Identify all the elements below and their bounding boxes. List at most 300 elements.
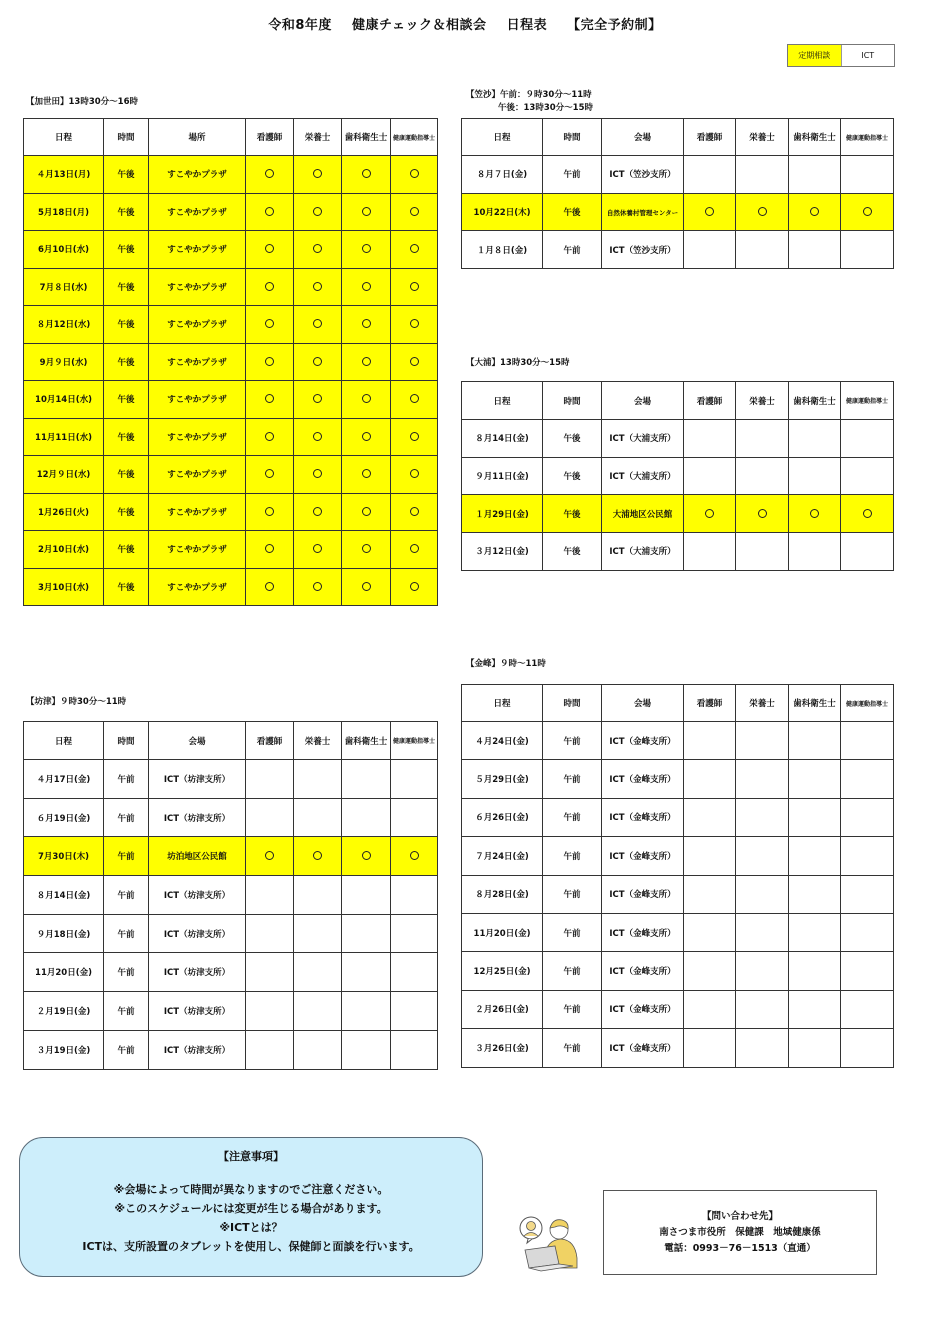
cell-venue: 坊泊地区公民館 [149,837,246,876]
cell-exercise-instructor [841,231,894,269]
cell-dietitian [736,913,789,951]
available-circle-icon [265,282,274,291]
cell-nurse [246,306,294,344]
cell-exercise-instructor [841,990,894,1028]
available-circle-icon [265,207,274,216]
table-row [462,193,894,231]
table-row [462,875,894,913]
notes-line: ※ICTとは？ [219,1221,283,1234]
table-row [24,418,438,456]
cell-nurse [246,456,294,494]
cell-time: 午前 [543,760,602,798]
column-header-exercise-instructor: 健康運動指導士 [841,685,894,722]
cell-dietitian [294,531,342,569]
cell-dental-hygienist [789,156,841,194]
cell-date: 6月10日(水) [24,231,104,269]
table-row [462,533,894,571]
available-circle-icon [362,507,371,516]
available-circle-icon [313,851,322,860]
kaseda-caption: 【加世田】13時30分～16時 [26,97,138,107]
cell-date: ５月29日(金) [462,760,543,798]
column-header-time: 時間 [543,382,602,420]
cell-nurse [684,875,736,913]
cell-dental-hygienist [789,420,841,458]
cell-dietitian [736,420,789,458]
column-header-nurse: 看護師 [684,685,736,722]
column-header-dietitian: 栄養士 [294,119,342,156]
cell-time: 午前 [104,760,149,799]
cell-exercise-instructor [391,568,438,606]
cell-exercise-instructor [391,914,438,953]
column-header-dental-hygienist: 歯科衛生士 [789,382,841,420]
available-circle-icon [265,394,274,403]
cell-time: 午前 [104,953,149,992]
cell-dental-hygienist [342,798,391,837]
kinpo-caption: 【金峰】９時～11時 [466,659,546,669]
cell-exercise-instructor [391,1030,438,1069]
cell-venue: ICT（坊津支所） [149,1030,246,1069]
column-header-date: 日程 [462,382,543,420]
available-circle-icon [362,319,371,328]
cell-date: ９月18日(金) [24,914,104,953]
cell-exercise-instructor [841,156,894,194]
cell-dietitian [294,798,342,837]
cell-dental-hygienist [789,875,841,913]
column-header-dietitian: 栄養士 [736,119,789,156]
cell-date: 11月11日(水) [24,418,104,456]
cell-venue: ICT（笠沙支所） [602,231,684,269]
cell-venue: ICT（坊津支所） [149,953,246,992]
cell-nurse [246,914,294,953]
available-circle-icon [265,544,274,553]
cell-dental-hygienist [789,231,841,269]
cell-dietitian [736,837,789,875]
column-header-dental-hygienist: 歯科衛生士 [342,119,391,156]
cell-venue: ICT（大浦支所） [602,420,684,458]
cell-venue: すこやかプラザ [149,156,246,194]
cell-time: 午前 [543,837,602,875]
cell-time: 午前 [104,837,149,876]
table-row [24,343,438,381]
cell-date: ７月24日(金) [462,837,543,875]
cell-nurse [684,193,736,231]
cell-dietitian [294,568,342,606]
contact-org: 南さつま市役所 保健課 地域健康係 [659,1227,821,1238]
cell-time: 午後 [104,381,149,419]
cell-dental-hygienist [342,493,391,531]
cell-time: 午後 [104,268,149,306]
available-circle-icon [362,544,371,553]
cell-exercise-instructor [391,531,438,569]
cell-date: ８月７日(金) [462,156,543,194]
cell-dietitian [736,533,789,571]
available-circle-icon [313,207,322,216]
table-row [462,722,894,760]
cell-exercise-instructor [841,952,894,990]
cell-date: ９月11日(金) [462,457,543,495]
column-header-time: 時間 [543,119,602,156]
cell-exercise-instructor [391,798,438,837]
cell-date: ２月19日(金) [24,992,104,1031]
cell-dietitian [294,914,342,953]
available-circle-icon [362,207,371,216]
cell-dental-hygienist [342,992,391,1031]
cell-venue: ICT（金峰支所） [602,760,684,798]
table-header-row [24,119,438,156]
cell-nurse [246,876,294,915]
column-header-venue: 会場 [602,382,684,420]
available-circle-icon [810,207,819,216]
available-circle-icon [265,244,274,253]
cell-dental-hygienist [342,456,391,494]
cell-dental-hygienist [342,953,391,992]
cell-dental-hygienist [342,381,391,419]
cell-nurse [684,952,736,990]
cell-venue: すこやかプラザ [149,456,246,494]
cell-date: ４月13日(月) [24,156,104,194]
cell-dietitian [294,456,342,494]
column-header-exercise-instructor: 健康運動指導士 [391,119,438,156]
cell-date: 11月20日(金) [24,953,104,992]
available-circle-icon [863,207,872,216]
legend [787,44,895,67]
available-circle-icon [265,851,274,860]
table-header-row [462,382,894,420]
cell-date: 5月18日(月) [24,193,104,231]
cell-dietitian [294,156,342,194]
column-header-exercise-instructor: 健康運動指導士 [391,722,438,760]
cell-dietitian [294,193,342,231]
cell-dietitian [736,457,789,495]
available-circle-icon [362,851,371,860]
cell-nurse [246,531,294,569]
table-row [462,420,894,458]
table-row [462,798,894,836]
cell-dietitian [294,343,342,381]
available-circle-icon [410,469,419,478]
available-circle-icon [410,394,419,403]
kasasa-schedule-table [461,118,894,269]
available-circle-icon [313,169,322,178]
cell-nurse [684,722,736,760]
cell-time: 午後 [543,495,602,533]
cell-venue: すこやかプラザ [149,531,246,569]
cell-nurse [246,493,294,531]
available-circle-icon [265,169,274,178]
title-reservation: 【完全予約制】 [567,18,662,33]
page-title [0,14,930,33]
cell-nurse [684,913,736,951]
cell-venue: ICT（金峰支所） [602,837,684,875]
table-row [24,1030,438,1069]
cell-dental-hygienist [342,193,391,231]
notes-line: ※会場によって時間が異なりますのでご注意ください。 [113,1183,389,1196]
cell-venue: すこやかプラザ [149,418,246,456]
available-circle-icon [362,244,371,253]
contact-phone: 電話：0993－76－1513（直通） [664,1243,816,1254]
column-header-dietitian: 栄養士 [736,685,789,722]
available-circle-icon [410,851,419,860]
column-header-nurse: 看護師 [246,722,294,760]
available-circle-icon [362,469,371,478]
cell-nurse [246,798,294,837]
cell-dietitian [294,381,342,419]
table-header-row [24,722,438,760]
table-row [24,531,438,569]
cell-venue: ICT（金峰支所） [602,913,684,951]
column-header-venue: 場所 [149,119,246,156]
available-circle-icon [410,282,419,291]
cell-dental-hygienist [789,952,841,990]
cell-date: ８月12日(水) [24,306,104,344]
available-circle-icon [410,244,419,253]
cell-dental-hygienist [342,531,391,569]
cell-dietitian [736,990,789,1028]
available-circle-icon [265,469,274,478]
cell-exercise-instructor [391,992,438,1031]
cell-time: 午前 [543,722,602,760]
kaseda-schedule-table [23,118,438,606]
available-circle-icon [313,282,322,291]
cell-time: 午後 [104,306,149,344]
table-row [462,1029,894,1067]
available-circle-icon [410,582,419,591]
cell-dietitian [294,953,342,992]
cell-venue: すこやかプラザ [149,193,246,231]
cell-dental-hygienist [789,913,841,951]
cell-time: 午前 [543,990,602,1028]
cell-dental-hygienist [342,156,391,194]
cell-exercise-instructor [841,533,894,571]
cell-date: ８月14日(金) [462,420,543,458]
cell-date: ３月12日(金) [462,533,543,571]
cell-dietitian [294,992,342,1031]
notes-line: ※このスケジュールには変更が生じる場合があります。 [114,1202,388,1215]
cell-nurse [684,837,736,875]
cell-dietitian [294,418,342,456]
cell-exercise-instructor [391,343,438,381]
available-circle-icon [410,507,419,516]
available-circle-icon [410,432,419,441]
cell-dietitian [294,837,342,876]
cell-time: 午後 [104,493,149,531]
cell-exercise-instructor [841,1029,894,1067]
column-header-time: 時間 [104,119,149,156]
cell-venue: ICT（坊津支所） [149,760,246,799]
cell-date: ６月19日(金) [24,798,104,837]
available-circle-icon [265,357,274,366]
cell-nurse [684,457,736,495]
table-row [24,193,438,231]
column-header-date: 日程 [24,722,104,760]
cell-exercise-instructor [841,875,894,913]
available-circle-icon [410,207,419,216]
table-row [24,914,438,953]
cell-dietitian [736,760,789,798]
table-row [24,306,438,344]
cell-nurse [246,193,294,231]
cell-dental-hygienist [789,533,841,571]
cell-dietitian [736,156,789,194]
cell-time: 午前 [543,798,602,836]
cell-exercise-instructor [391,837,438,876]
person-with-laptop-illustration [515,1210,585,1272]
available-circle-icon [313,507,322,516]
cell-exercise-instructor [391,156,438,194]
table-row [24,760,438,799]
notes-title: 【注意事項】 [218,1150,284,1163]
cell-time: 午後 [543,420,602,458]
cell-dental-hygienist [342,568,391,606]
cell-time: 午後 [104,193,149,231]
legend-regular: 定期相談 [788,45,842,66]
available-circle-icon [863,509,872,518]
cell-nurse [684,533,736,571]
kasasa-caption-2: 午後：13時30分～15時 [498,103,593,113]
column-header-time: 時間 [104,722,149,760]
cell-dietitian [294,493,342,531]
title-event: 健康チェック＆相談会 [351,18,487,33]
cell-dietitian [736,231,789,269]
cell-nurse [246,381,294,419]
cell-exercise-instructor [391,418,438,456]
cell-time: 午前 [104,914,149,953]
cell-venue: すこやかプラザ [149,493,246,531]
table-row [24,456,438,494]
available-circle-icon [313,582,322,591]
cell-time: 午前 [543,231,602,269]
cell-time: 午前 [104,798,149,837]
cell-nurse [246,231,294,269]
column-header-date: 日程 [462,685,543,722]
cell-time: 午後 [104,343,149,381]
available-circle-icon [313,357,322,366]
cell-nurse [246,992,294,1031]
available-circle-icon [758,207,767,216]
cell-time: 午後 [104,231,149,269]
cell-exercise-instructor [391,953,438,992]
cell-dietitian [736,952,789,990]
cell-exercise-instructor [841,457,894,495]
column-header-nurse: 看護師 [246,119,294,156]
cell-date: ２月26日(金) [462,990,543,1028]
cell-nurse [246,268,294,306]
cell-nurse [684,495,736,533]
cell-time: 午前 [104,876,149,915]
available-circle-icon [362,282,371,291]
cell-venue: ICT（金峰支所） [602,798,684,836]
cell-dental-hygienist [342,914,391,953]
cell-dental-hygienist [789,760,841,798]
cell-date: 9月９日(水) [24,343,104,381]
cell-nurse [684,420,736,458]
available-circle-icon [410,544,419,553]
available-circle-icon [362,394,371,403]
cell-venue: ICT（坊津支所） [149,914,246,953]
cell-time: 午前 [543,1029,602,1067]
column-header-time: 時間 [543,685,602,722]
cell-exercise-instructor [391,193,438,231]
oura-caption: 【大浦】13時30分～15時 [466,358,570,368]
cell-time: 午前 [543,952,602,990]
cell-venue: ICT（金峰支所） [602,875,684,913]
cell-venue: 自然休養村管理センター [602,193,684,231]
table-row [24,493,438,531]
bonotsu-schedule-table [23,721,438,1070]
cell-dental-hygienist [789,837,841,875]
cell-dental-hygienist [342,268,391,306]
table-row [24,837,438,876]
cell-nurse [246,568,294,606]
table-row [462,457,894,495]
cell-exercise-instructor [841,495,894,533]
contact-title: 【問い合わせ先】 [701,1211,778,1222]
cell-dental-hygienist [789,798,841,836]
table-row [462,952,894,990]
cell-exercise-instructor [841,722,894,760]
available-circle-icon [410,357,419,366]
cell-dental-hygienist [789,722,841,760]
cell-time: 午後 [543,457,602,495]
cell-time: 午前 [104,992,149,1031]
cell-venue: 大浦地区公民館 [602,495,684,533]
cell-dental-hygienist [342,418,391,456]
cell-venue: すこやかプラザ [149,343,246,381]
column-header-dietitian: 栄養士 [736,382,789,420]
cell-date: 12月９日(水) [24,456,104,494]
cell-venue: ICT（金峰支所） [602,722,684,760]
cell-dietitian [736,875,789,913]
cell-dietitian [736,193,789,231]
cell-dietitian [294,1030,342,1069]
table-header-row [462,119,894,156]
column-header-venue: 会場 [602,119,684,156]
available-circle-icon [810,509,819,518]
cell-time: 午前 [543,875,602,913]
column-header-dental-hygienist: 歯科衛生士 [342,722,391,760]
available-circle-icon [313,544,322,553]
cell-date: 10月22日(木) [462,193,543,231]
available-circle-icon [705,509,714,518]
cell-dental-hygienist [342,760,391,799]
cell-dental-hygienist [789,990,841,1028]
cell-nurse [246,1030,294,1069]
cell-nurse [246,156,294,194]
table-row [24,798,438,837]
cell-venue: すこやかプラザ [149,381,246,419]
cell-nurse [684,990,736,1028]
cell-venue: ICT（坊津支所） [149,992,246,1031]
table-row [462,231,894,269]
cell-dental-hygienist [342,1030,391,1069]
cell-dental-hygienist [342,837,391,876]
cell-date: 11月20日(金) [462,913,543,951]
cell-venue: ICT（大浦支所） [602,533,684,571]
cell-venue: すこやかプラザ [149,306,246,344]
column-header-date: 日程 [462,119,543,156]
cell-date: 7月８日(水) [24,268,104,306]
cell-time: 午後 [104,568,149,606]
cell-date: 12月25日(金) [462,952,543,990]
cell-time: 午後 [104,418,149,456]
table-row [462,495,894,533]
cell-nurse [684,231,736,269]
cell-time: 午前 [104,1030,149,1069]
column-header-dietitian: 栄養士 [294,722,342,760]
cell-dietitian [294,876,342,915]
cell-exercise-instructor [841,193,894,231]
cell-date: ３月26日(金) [462,1029,543,1067]
